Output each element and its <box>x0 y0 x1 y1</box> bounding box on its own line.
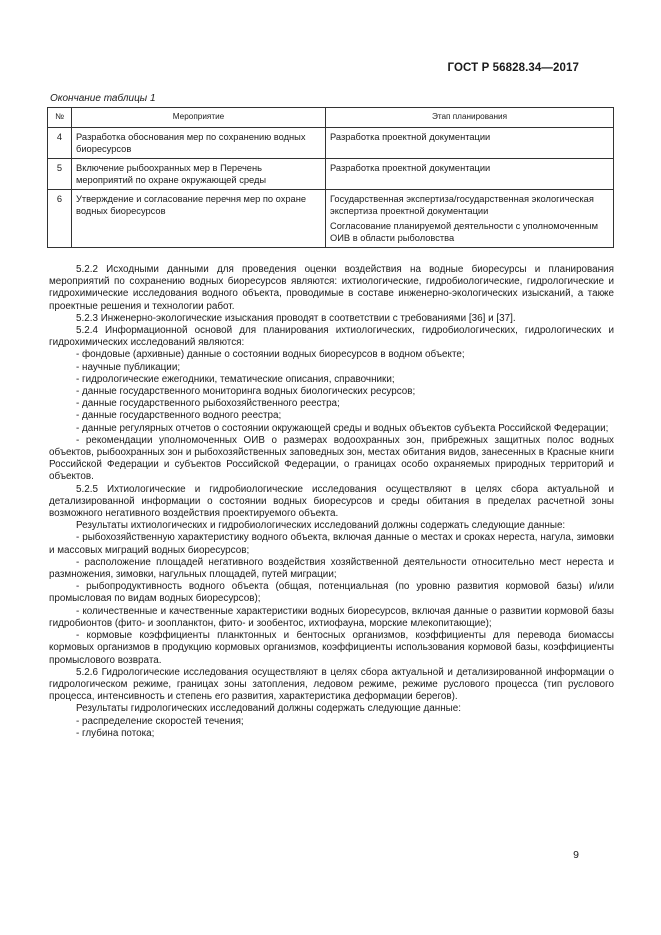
table-caption: Окончание таблицы 1 <box>50 93 156 104</box>
body-text <box>49 264 614 740</box>
paragraph: 5.2.3 Инженерно-экологические изыскания проводят в соответствии с требованиями [36] и [37]. <box>76 312 516 324</box>
row-measure: Включение рыбоохранных мер в Перечень мероприятий по охране окружающей среды <box>72 159 326 190</box>
paragraph: 5.2.4 Информационной основой для планирования ихтиологических, гидробиологических, гидрологических и гидрохимических исследований являются: <box>49 325 614 349</box>
row-measure: Утверждение и согласование перечня мер по охране водных биоресурсов <box>72 190 326 248</box>
row-number: 5 <box>48 159 72 190</box>
list-item: - кормовые коэффициенты планктонных и бентосных организмов, коэффициенты для перевода биомассы кормовых организмов в продукцию кормовых организмов, коэффициенты использования кормовой базы, коэффициенты промыслового возврата. <box>49 630 614 666</box>
table-header-row <box>48 108 614 128</box>
page-number: 9 <box>573 849 579 861</box>
row-stage <box>326 190 614 248</box>
document-header: ГОСТ Р 56828.34—2017 <box>447 62 579 74</box>
list-item: - рыбохозяйственную характеристику водного объекта, включая данные о местах и сроках нереста, нагула, зимовки и массовых миграций водных биоресурсов; <box>49 532 614 556</box>
table-row <box>48 128 614 159</box>
col-header-number: № <box>48 108 72 128</box>
stage-text: Разработка проектной документации <box>330 163 491 173</box>
paragraph: 5.2.2 Исходными данными для проведения оценки воздействия на водные биоресурсы и планирования мероприятий по сохранению водных биоресурсов являются: ихтиологические, гидробиологические, гидрологические и гидрохимические исследования водного объекта, проводимые в составе инженерно-экологических изысканий, а также проектные решения и технологии работ. <box>49 264 614 312</box>
paragraph: 5.2.6 Гидрологические исследования осуществляют в целях сбора актуальной и детализированной информации о гидрологическом режиме, границах зоны затопления, ледовом режиме, режиме руслового процесса (тип руслового процесса, интенсивность и степень его развития, характеристика деформации берегов). <box>49 666 614 703</box>
paragraph: 5.2.5 Ихтиологические и гидробиологические исследования осуществляют в целях сбора актуальной и детализированной информации о состоянии водных биоресурсов и среды обитания в пределах расчетной зоны возможного негативного воздействия проектируемого объекта. <box>49 483 614 520</box>
row-stage <box>326 159 614 190</box>
list-item: - научные публикации; <box>76 361 181 373</box>
row-number: 4 <box>48 128 72 159</box>
list-item: - глубина потока; <box>76 727 155 739</box>
list-item: - расположение площадей негативного воздействия хозяйственной деятельности относительно мест нереста и размножения, зимовки, нагульных площадей, путей миграции; <box>49 556 614 581</box>
list-item: - распределение скоростей течения; <box>76 715 244 727</box>
list-item: - данные государственного водного реестра; <box>76 410 282 422</box>
table-row <box>48 190 614 248</box>
list-item: - данные государственного рыбохозяйственного реестра; <box>76 398 340 410</box>
paragraph: Результаты гидрологических исследований должны содержать следующие данные: <box>76 703 462 715</box>
measures-table <box>47 107 614 248</box>
col-header-measure: Мероприятие <box>72 108 326 128</box>
list-item: - количественные и качественные характеристики водных биоресурсов, включая данные о развитии кормовой базы гидробионтов (фито- и зоопланктон, фито- и зообентос, ихтиофауна, морские млекопитающие); <box>49 605 614 629</box>
list-item: - данные регулярных отчетов о состоянии окружающей среды и водных объектов субъекта Российской Федерации; <box>76 422 609 434</box>
list-item: - рыбопродуктивность водного объекта (общая, потенциальная (по уровню развития кормовой базы) и/или промысловая по видам водных биоресурсов); <box>49 581 614 605</box>
list-item: - данные государственного мониторинга водных биологических ресурсов; <box>76 386 416 398</box>
col-header-stage: Этап планирования <box>326 108 614 128</box>
stage-text: Разработка проектной документации <box>330 132 491 142</box>
paragraph: Результаты ихтиологических и гидробиологических исследований должны содержать следующие данные: <box>76 520 566 532</box>
list-item: - гидрологические ежегодники, тематические описания, справочники; <box>76 373 395 385</box>
row-measure: Разработка обоснования мер по сохранению водных биоресурсов <box>72 128 326 159</box>
table-row <box>48 159 614 190</box>
row-number: 6 <box>48 190 72 248</box>
row-stage <box>326 128 614 159</box>
list-item: - рекомендации уполномоченных ОИВ о размерах водоохранных зон, прибрежных защитных полос водных объектов, рыбоохранных зон и рыбохозяйственных заповедных зон, местах обитания видов, занесенных в Красные книги Российской Федерации и субъектов Российской Федерации, о границах особо охраняемых природных территорий и объектов. <box>49 434 614 483</box>
list-item: - фондовые (архивные) данные о состоянии водных биоресурсов в водном объекте; <box>76 349 465 361</box>
stage-text: Государственная экспертиза/государственная экологическая экспертиза проектной документации <box>330 194 594 216</box>
stage-text: Согласование планируемой деятельности с уполномоченным ОИВ в области рыболовства <box>330 221 598 243</box>
